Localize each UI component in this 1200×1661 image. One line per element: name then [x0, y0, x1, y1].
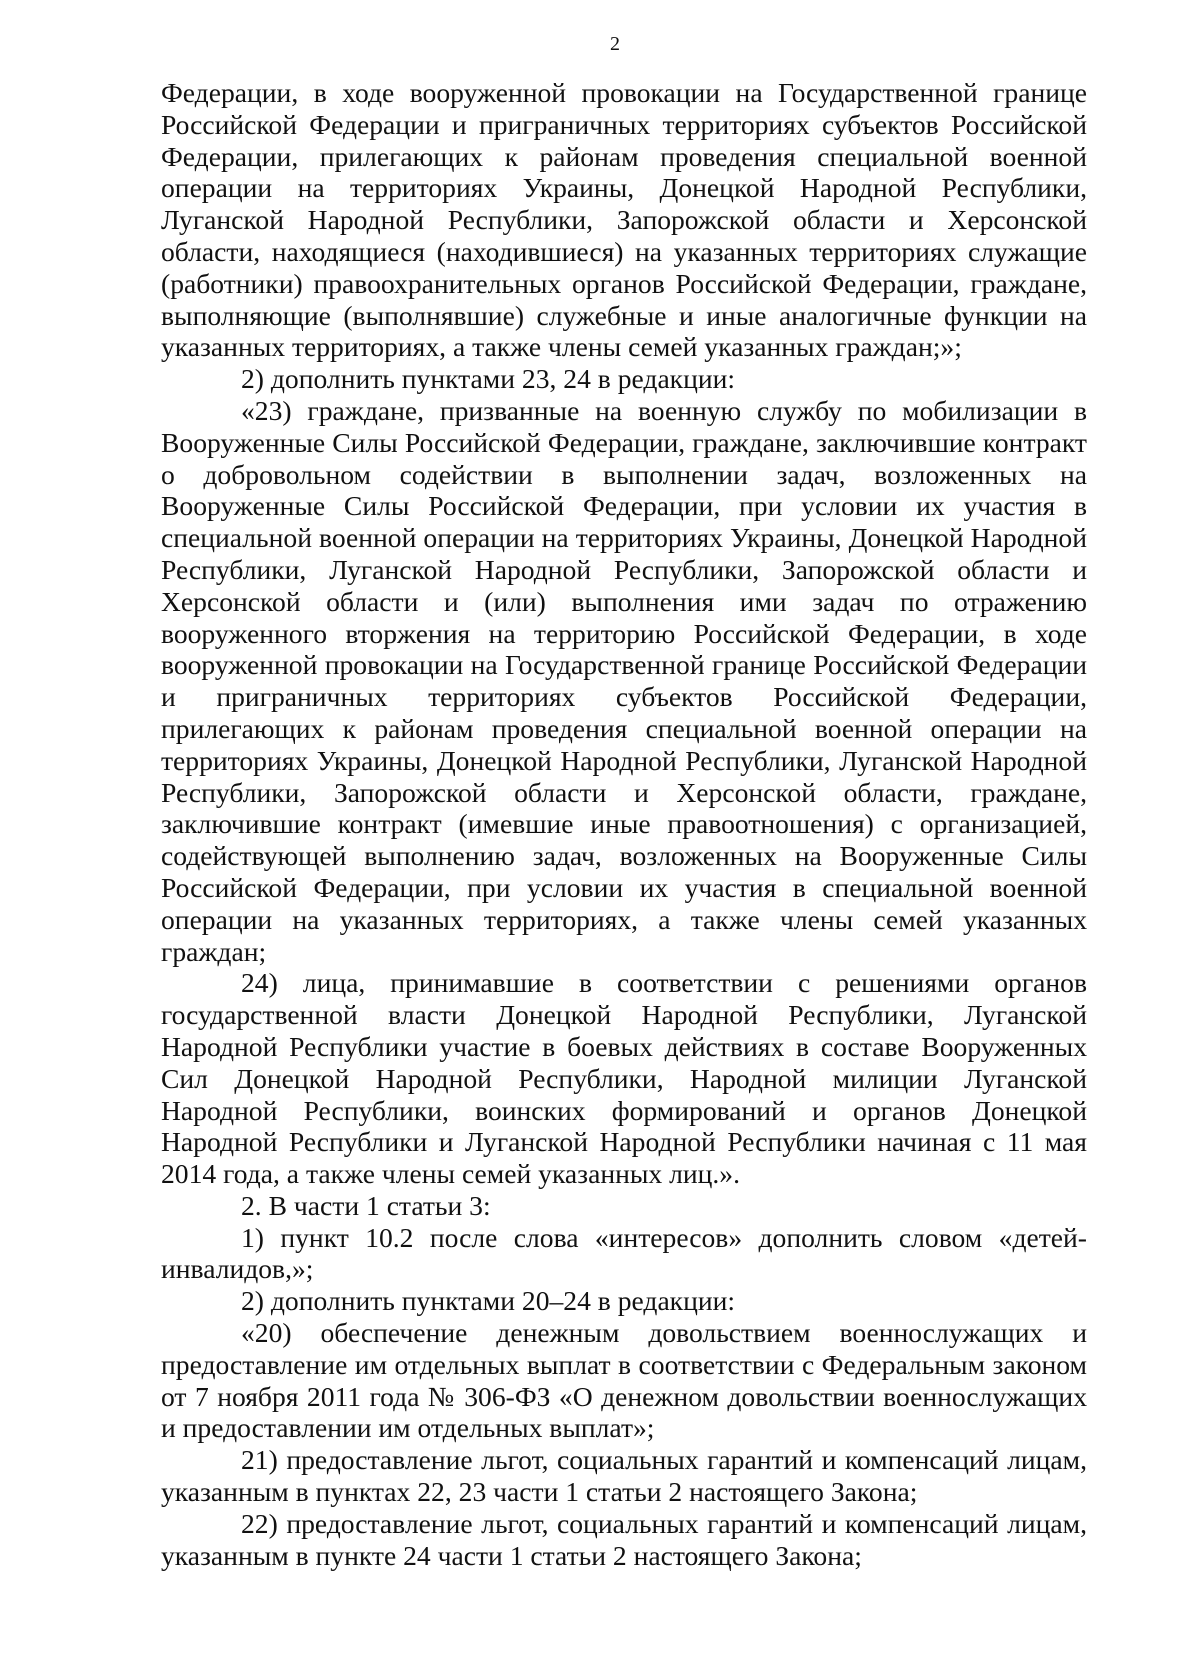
body-text [161, 77, 1087, 1571]
paragraph-item-2-add-20-24: 2) дополнить пунктами 20–24 в редакции: [241, 1285, 736, 1317]
paragraph-continuation: Федерации, в ходе вооруженной провокации на Государственной границе Российской Федерации и приграничных территориях субъектов Российской Федерации, прилегающих к районам проведения специальной военной операции на территориях Украины, Донецкой Народной Республики, Луганской Народной Республики, Запорожской области и Херсонской области, находящиеся (находившиеся) на указанных территориях служащие (работники) правоохранительных органов Российской Федерации, граждане, выполняющие (выполнявшие) служебные и иные аналогичные функции на указанных территориях, а также члены семей указанных граждан;»; [161, 77, 1087, 363]
paragraph-article-3-part-1: 2. В части 1 статьи 3: [241, 1189, 491, 1221]
paragraph-item-24: 24) лица, принимавшие в соответствии с решениями органов государственной власти Донецкой Народной Республики, Луганской Народной Республики участие в боевых действиях в составе Вооруженных Сил Донецкой Народной Республики, Народной милиции Луганской Народной Республики, воинских формирований и органов Донецкой Народной Республики и Луганской Народной Республики начиная с 11 мая 2014 года, а также члены семей указанных лиц.». [161, 967, 1087, 1190]
paragraph-item-21: 21) предоставление льгот, социальных гарантий и компенсаций лицам, указанным в пунктах 22, 23 части 1 статьи 2 настоящего Закона; [161, 1444, 1087, 1508]
paragraph-item-2-add-23-24: 2) дополнить пунктами 23, 24 в редакции: [241, 363, 736, 395]
paragraph-item-23: «23) граждане, призванные на военную службу по мобилизации в Вооруженные Силы Российской Федерации, граждане, заключившие контракт о добровольном содействии в выполнении задач, возложенных на Вооруженные Силы Российской Федерации, при условии их участия в специальной военной операции на территориях Украины, Донецкой Народной Республики, Луганской Народной Республики, Запорожской области и Херсонской области и (или) выполнения ими задач по отражению вооруженного вторжения на территорию Российской Федерации, в ходе вооруженной провокации на Государственной границе Российской Федерации и приграничных территориях субъектов Российской Федерации, прилегающих к районам проведения специальной военной операции на территориях Украины, Донецкой Народной Республики, Луганской Народной Республики, Запорожской области и Херсонской области, граждане, заключившие контракт (имевшие иные правоотношения) с организацией, содействующей выполнению задач, возложенных на Вооруженные Силы Российской Федерации, при условии их участия в специальной военной операции на указанных территориях, а также члены семей указанных граждан; [161, 394, 1087, 967]
paragraph-item-20: «20) обеспечение денежным довольствием военнослужащих и предоставление им отдельных выплат в соответствии с Федеральным законом от 7 ноября 2011 года № 306-ФЗ «О денежном довольствии военнослужащих и предоставлении им отдельных выплат»; [161, 1317, 1087, 1444]
paragraph-item-22: 22) предоставление льгот, социальных гарантий и компенсаций лицам, указанным в пункте 24 части 1 статьи 2 настоящего Закона; [161, 1507, 1087, 1571]
page-number: 2 [610, 33, 620, 55]
paragraph-item-1-point-10-2: 1) пункт 10.2 после слова «интересов» дополнить словом «детей-инвалидов,»; [161, 1221, 1087, 1285]
